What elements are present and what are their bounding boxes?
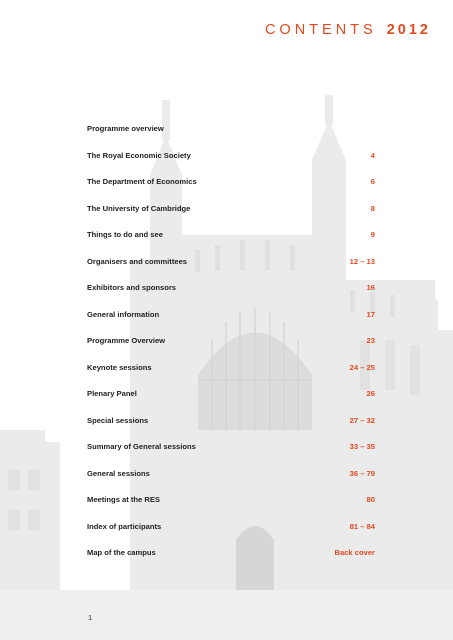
toc-label: Exhibitors and sponsors	[87, 283, 177, 292]
toc-page: 16	[366, 283, 375, 292]
toc-item[interactable]	[87, 363, 375, 390]
toc-label: Plenary Panel	[87, 389, 137, 398]
toc-page: 17	[366, 309, 375, 319]
toc-item[interactable]	[87, 257, 375, 284]
page-number: 1	[88, 613, 93, 622]
toc-item[interactable]	[87, 389, 375, 416]
title-year: 2012	[386, 22, 431, 38]
toc-label: Things to do and see	[87, 230, 163, 239]
toc-label: Programme overview	[87, 124, 164, 133]
toc-item[interactable]	[87, 416, 375, 443]
toc-page: 4	[370, 150, 375, 160]
toc-label: The Royal Economic Society	[87, 150, 191, 160]
toc-page: 33 – 35	[349, 442, 375, 451]
toc-label: General information	[87, 309, 160, 319]
toc-label: The University of Cambridge	[87, 203, 191, 213]
toc-page: 24 – 25	[349, 362, 375, 372]
toc-page: 23	[366, 336, 375, 345]
toc-item[interactable]	[87, 469, 375, 496]
toc-item[interactable]	[87, 548, 375, 575]
toc-item[interactable]	[87, 204, 375, 231]
toc-page: 8	[370, 203, 375, 213]
table-of-contents	[87, 124, 375, 575]
toc-item[interactable]	[87, 442, 375, 469]
toc-label: Organisers and committees	[87, 256, 188, 266]
toc-label: General sessions	[87, 468, 150, 478]
toc-page: 26	[366, 389, 375, 398]
title-word: CONTENTS	[264, 22, 377, 38]
toc-label: Summary of General sessions	[87, 442, 196, 451]
toc-item[interactable]	[87, 310, 375, 337]
toc-label: Programme Overview	[87, 336, 166, 345]
toc-page: 80	[366, 495, 375, 504]
page-title	[265, 22, 431, 38]
toc-item[interactable]	[87, 283, 375, 310]
toc-label: The Department of Economics	[87, 177, 197, 186]
toc-label: Map of the campus	[87, 548, 156, 557]
toc-page: Back cover	[334, 548, 375, 557]
toc-item[interactable]	[87, 230, 375, 257]
toc-page: 81 – 84	[349, 521, 375, 531]
toc-label: Index of participants	[87, 521, 162, 531]
toc-label: Special sessions	[87, 415, 149, 425]
toc-item[interactable]	[87, 336, 375, 363]
toc-label: Meetings at the RES	[87, 495, 160, 504]
toc-page: 6	[370, 177, 375, 186]
toc-item[interactable]	[87, 522, 375, 549]
toc-page: 27 – 32	[349, 415, 375, 425]
toc-page: 12 – 13	[349, 256, 375, 266]
toc-item[interactable]	[87, 151, 375, 178]
toc-item[interactable]	[87, 177, 375, 204]
toc-page: 9	[370, 230, 375, 239]
toc-page: 36 – 79	[349, 468, 375, 478]
toc-item[interactable]	[87, 124, 375, 151]
toc-item[interactable]	[87, 495, 375, 522]
toc-label: Keynote sessions	[87, 362, 152, 372]
